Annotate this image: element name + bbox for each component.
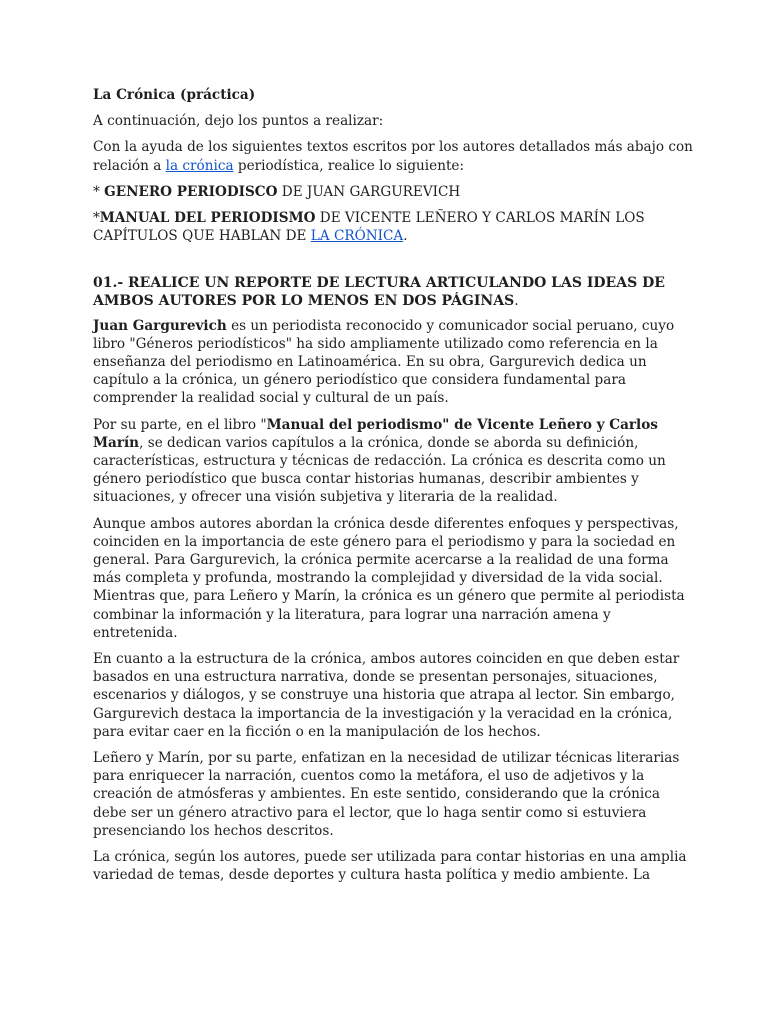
document-title: La Crónica (práctica): [93, 87, 256, 103]
section-heading: [93, 275, 693, 310]
paragraph-gargurevich: [93, 317, 693, 408]
para2-bold: Manual del periodismo" de Vicente Leñero y Carlos Marín: [93, 416, 658, 451]
spacer: [93, 253, 693, 275]
paragraph-estructura: En cuanto a la estructura de la crónica, ambos autores coinciden en que deben estar basados en una estructura narrativa, donde se presentan personajes, situaciones, escenarios y diálogos, y se construye una historia que atrapa al lector. Sin embargo, Gargurevich destaca la importancia de la investigación y la veracidad en la crónica, para evitar caer en la ficción o en la manipulación de los hechos.: [93, 651, 680, 740]
para2-rest: , se dedican varios capítulos a la crónica, donde se aborda su definición, características, estructura y técnicas de redacción. La crónica es descrita como un género periodístico que busca contar historias humanas, describir ambientes y situaciones, y ofrecer una visión subjetiva y literaria de la realidad.: [93, 434, 666, 506]
item1-prefix: *: [93, 183, 105, 200]
instruction-after: periodística, realice lo siguiente:: [233, 157, 465, 174]
instruction-before: Con la ayuda de los siguientes textos escritos por los autores detallados más abajo con relación a: [93, 139, 693, 174]
heading-text: 01.- REALICE UN REPORTE DE LECTURA ARTICULANDO LAS IDEAS DE AMBOS AUTORES POR LO MENOS EN DOS PÁGINAS: [93, 275, 665, 310]
item2-end: .: [403, 228, 408, 245]
instruction-text: [93, 138, 693, 174]
item-genero-periodistico: [93, 183, 693, 201]
paragraph-enfoques: Aunque ambos autores abordan la crónica desde diferentes enfoques y perspectivas, coinciden en la importancia de este género para el periodismo y para la sociedad en general. Para Gargurevich, la crónica permite acercarse a la realidad de una forma más completa y profunda, mostrando la complejidad y diversidad de la vida social. Mientras que, para Leñero y Marín, la crónica es un género que permite al periodista combinar la información y la literatura, para lograr una narración amena y entretenida.: [93, 515, 685, 641]
item2-bold: MANUAL DEL PERIODISMO: [99, 210, 316, 227]
paragraph-temas: La crónica, según los autores, puede ser utilizada para contar historias en una amplia variedad de temas, desde deportes y cultura hasta política y medio ambiente. La: [93, 849, 687, 884]
item-manual-periodismo: [93, 209, 693, 245]
document-page: [93, 86, 693, 893]
heading-end: .: [514, 293, 519, 310]
para2-before: Por su parte, en el libro ": [93, 416, 267, 433]
item2-rest: DE VICENTE LEÑERO Y CARLOS MARÍN LOS CAPÍTULOS QUE HABLAN DE: [93, 210, 645, 245]
para1-rest: es un periodista reconocido y comunicador social peruano, cuyo libro "Géneros periodísticos" ha sido ampliamente utilizado como referencia en la enseñanza del periodismo en Latinoamérica. En su obra, Gargurevich dedica un capítulo a la crónica, un género periodístico que considera fundamental para comprender la realidad social y cultural de un país.: [93, 317, 675, 407]
cronica-link[interactable]: la crónica: [165, 157, 234, 174]
item2-prefix: *: [93, 210, 100, 227]
item1-rest: DE JUAN GARGUREVICH: [277, 183, 461, 200]
paragraph-manual: [93, 416, 693, 507]
paragraph-tecnicas: Leñero y Marín, por su parte, enfatizan en la necesidad de utilizar técnicas literarias para enriquecer la narración, cuentos como la metáfora, el uso de adjetivos y la creación de atmósferas y ambientes. En este sentido, considerando que la crónica debe ser un género atractivo para el lector, que lo haga sentir como si estuviera presenciando los hechos descritos.: [93, 750, 680, 839]
item1-bold: GENERO PERIODISCO: [104, 183, 278, 200]
para1-bold: Juan Gargurevich: [93, 317, 227, 334]
la-cronica-link[interactable]: LA CRÓNICA: [310, 228, 404, 245]
intro-text: A continuación, dejo los puntos a realizar:: [93, 113, 384, 130]
